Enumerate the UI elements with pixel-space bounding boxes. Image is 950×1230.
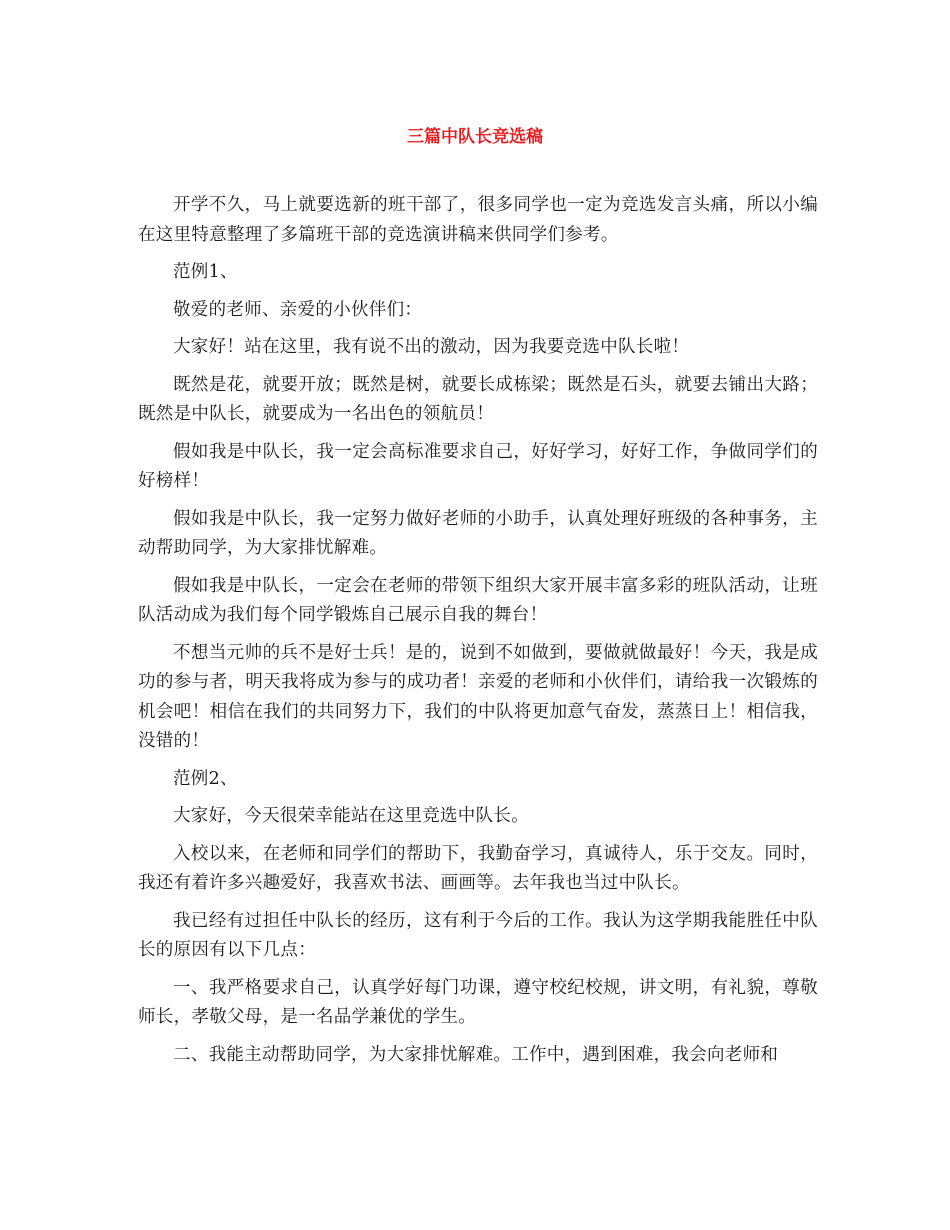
paragraph: 假如我是中队长，我一定会高标准要求自己，好好学习，好好工作，争做同学们的好榜样！: [138, 441, 818, 491]
document-title: 三篇中队长竞选稿: [407, 127, 543, 147]
paragraph: 假如我是中队长，我一定努力做好老师的小助手，认真处理好班级的各种事务，主动帮助同学，为大家排忧解难。: [138, 508, 818, 558]
paragraph: 假如我是中队长，一定会在老师的带领下组织大家开展丰富多彩的班队活动，让班队活动成为我们每个同学锻炼自己展示自我的舞台！: [138, 575, 818, 625]
paragraph: 既然是花，就要开放；既然是树，就要长成栋梁；既然是石头，就要去铺出大路；既然是中队长，就要成为一名出色的领航员！: [138, 374, 818, 424]
paragraph: 范例1、: [173, 262, 238, 282]
paragraph: 开学不久，马上就要选新的班干部了，很多同学也一定为竞选发言头痛，所以小编在这里特意整理了多篇班干部的竞选演讲稿来供同学们参考。: [138, 195, 818, 245]
paragraph: 不想当元帅的兵不是好士兵！是的，说到不如做到，要做就做最好！今天，我是成功的参与者，明天我将成为参与的成功者！亲爱的老师和小伙伴们，请给我一次锻炼的机会吧！相信在我们的共同努力下，我们的中队将更加意气奋发，蒸蒸日上！相信我，没错的！: [138, 642, 818, 751]
paragraph: 大家好！站在这里，我有说不出的激动，因为我要竞选中队长啦！: [173, 337, 690, 357]
document-body: [138, 191, 818, 1078]
paragraph: 范例2、: [173, 768, 238, 789]
paragraph: 入校以来，在老师和同学们的帮助下，我勤奋学习，真诚待人，乐于交友。同时，我还有着许多兴趣爱好，我喜欢书法、画画等。去年我也当过中队长。: [138, 843, 818, 893]
paragraph: 大家好，今天很荣幸能站在这里竞选中队长。: [173, 806, 529, 826]
paragraph: 敬爱的老师、亲爱的小伙伴们：: [173, 299, 423, 320]
paragraph: 一、我严格要求自己，认真学好每门功课，遵守校纪校规，讲文明，有礼貌，尊敬师长，孝敬父母，是一名品学兼优的学生。: [138, 977, 818, 1027]
paragraph: 二、我能主动帮助同学，为大家排忧解难。工作中，遇到困难，我会向老师和: [173, 1044, 779, 1065]
paragraph: 我已经有过担任中队长的经历，这有利于今后的工作。我认为这学期我能胜任中队长的原因有以下几点：: [138, 910, 818, 960]
